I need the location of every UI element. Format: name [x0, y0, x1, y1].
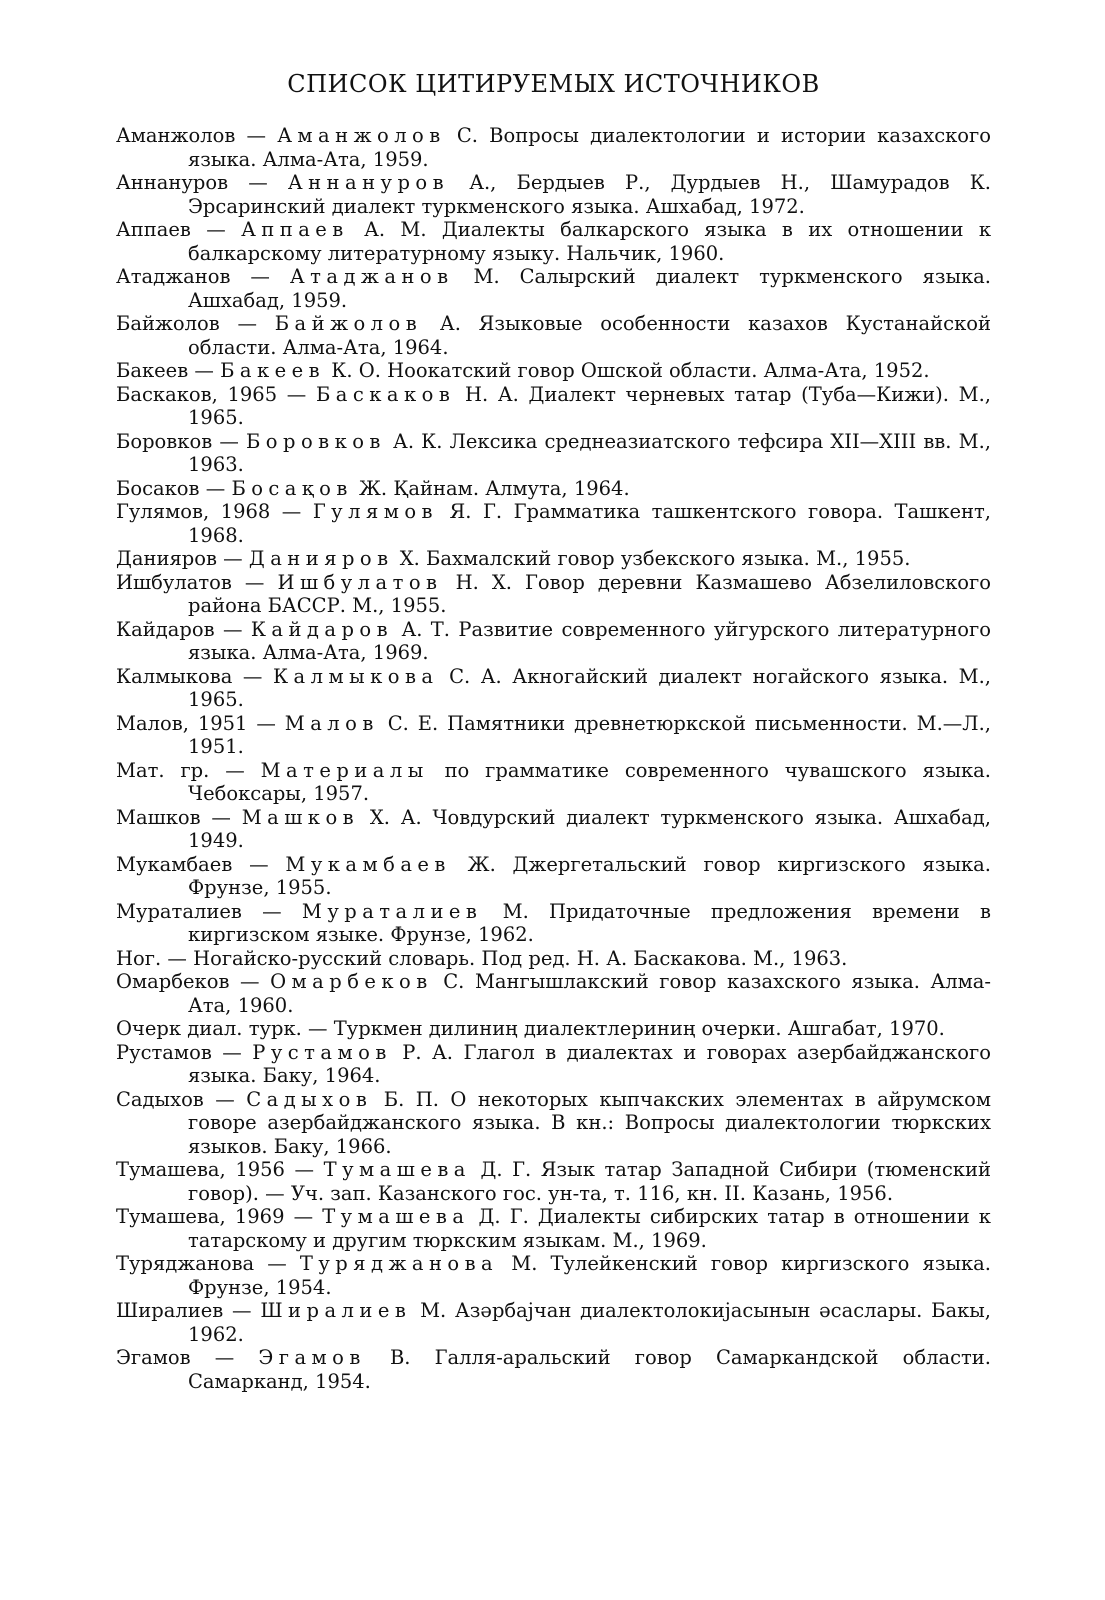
entry-key: Машков — [116, 805, 201, 829]
reference-entry: Аппаев — Аппаев А. М. Диалекты балкарского языка в их отношении к балкарскому литературному языку. Нальчик, 1960. — [116, 218, 991, 265]
entry-author: Аппаев — [241, 218, 349, 241]
entry-key: Омарбеков — [116, 970, 230, 993]
entry-key: Гулямов, 1968 — [116, 500, 271, 523]
entry-key: Данияров — [116, 547, 217, 570]
entry-key: Кайдаров — [116, 617, 215, 641]
entry-text: А. Т. Развитие современного уйгурского литературного языка. Алма-Ата, 1969. — [188, 617, 991, 664]
entry-text: Ногайско-русский словарь. Под ред. Н. А. Баскакова. М., 1963. — [193, 946, 848, 970]
bibliography-page — [116, 66, 991, 1393]
entry-text: М. Тулейкенский говор киргизского языка. Фрунзе, 1954. — [188, 1252, 991, 1299]
entry-key: Ишбулатов — [116, 570, 232, 594]
entry-author: Машков — [241, 805, 360, 829]
reference-entry: Атаджанов — Атаджанов М. Салырский диалект туркменского языка. Ашхабад, 1959. — [116, 265, 991, 312]
entry-text: Б. П. О некоторых кыпчакских элементах в айрумском говоре азербайджанского языка. В кн.: Вопросы диалектологии тюркских языков. Баку, 1966. — [188, 1087, 991, 1158]
entry-key: Рустамов — [116, 1040, 212, 1064]
entry-text: А., Бердыев Р., Дурдыев Н., Шамурадов К. Эрсаринский диалект туркменского языка. Ашхабад, 1972. — [188, 171, 991, 218]
entry-author: Омарбеков — [270, 970, 433, 993]
reference-entry: Босаков — Босақов Ж. Қайнам. Алмута, 1964. — [116, 476, 630, 500]
reference-entry: Калмыкова — Калмыкова С. А. Акногайский диалект ногайского языка. М., 1965. — [116, 664, 992, 711]
entry-key: Бакеев — [116, 359, 189, 382]
entry-key: Садыхов — [116, 1087, 204, 1111]
entry-key: Боровков — [116, 429, 213, 453]
reference-entry: Малов, 1951 — Малов С. Е. Памятники древнетюркской письменности. М.—Л., 1951. — [116, 711, 991, 758]
entry-key: Туряджанова — [116, 1252, 255, 1275]
entry-author: Аннануров — [287, 171, 450, 194]
reference-entry: Кайдаров — Кайдаров А. Т. Развитие современного уйгурского литературного языка. Алма-Ата, 1969. — [116, 617, 991, 664]
reference-entry: Мукамбаев — Мукамбаев Ж. Джергетальский говор киргизского языка. Фрунзе, 1955. — [116, 852, 991, 899]
entry-text: Х. А. Човдурский диалект туркменского языка. Ашхабад, 1949. — [188, 805, 991, 852]
entry-text: Х. Бахмалский говор узбекского языка. М., 1955. — [399, 547, 911, 570]
entry-author: Мураталиев — [301, 899, 483, 923]
entry-author: Тумашева — [322, 1205, 470, 1228]
entry-text: Д. Г. Язык татар Западной Сибири (тюменский говор). — Уч. зап. Казанского гос. ун-та, т. 116, кн. II. Казань, 1956. — [188, 1158, 991, 1205]
entry-text: Д. Г. Диалекты сибирских татар в отношении к татарскому и другим тюркским языкам. М., 1969. — [188, 1205, 991, 1252]
reference-entry: Рустамов — Рустамов Р. А. Глагол в диалектах и говорах азербайджанского языка. Баку, 1964. — [116, 1040, 991, 1087]
entry-key: Байжолов — [116, 312, 220, 335]
entry-key: Баскаков, 1965 — [116, 382, 278, 406]
reference-entry: Аннануров — Аннануров А., Бердыев Р., Дурдыев Н., Шамурадов К. Эрсаринский диалект туркменского языка. Ашхабад, 1972. — [116, 171, 991, 218]
entry-key: Мат. гр. — [116, 758, 210, 782]
entry-key: Аппаев — [116, 218, 191, 241]
entry-key: Ног. — [116, 946, 162, 970]
entry-text: М. Салырский диалект туркменского языка. Ашхабад, 1959. — [188, 265, 991, 312]
entry-text: М. Азәрбајчан диалектолокијасынын әсаслары. Бакы, 1962. — [188, 1299, 991, 1346]
entry-text: С. А. Акногайский диалект ногайского языка. М., 1965. — [188, 664, 992, 711]
reference-entry: Садыхов — Садыхов Б. П. О некоторых кыпчакских элементах в айрумском говоре азербайджанского языка. В кн.: Вопросы диалектологии тюркских языков. Баку, 1966. — [116, 1087, 991, 1158]
entry-key: Калмыкова — [116, 664, 233, 688]
page-title: СПИСОК ЦИТИРУЕМЫХ ИСТОЧНИКОВ — [287, 70, 820, 98]
entry-text: Ж. Қайнам. Алмута, 1964. — [359, 476, 630, 500]
entry-text: Я. Г. Грамматика ташкентского говора. Ташкент, 1968. — [188, 500, 991, 547]
entry-text: С. Е. Памятники древнетюркской письменности. М.—Л., 1951. — [188, 711, 991, 758]
entry-text: Туркмен дилиниң диалектлериниң очерки. Ашгабат, 1970. — [333, 1017, 945, 1040]
entry-author: Байжолов — [274, 312, 423, 335]
reference-entry: Аманжолов — Аманжолов С. Вопросы диалектологии и истории казахского языка. Алма-Ата, 1959. — [116, 124, 992, 171]
reference-entry: Ширалиев — Ширалиев М. Азәрбајчан диалектолокијасынын әсаслары. Бакы, 1962. — [116, 1299, 991, 1346]
reference-entry: Мат. гр. — Материалы по грамматике современного чувашского языка. Чебоксары, 1957. — [116, 758, 992, 805]
entry-text: С. Мангышлакский говор казахского языка. Алма-Ата, 1960. — [188, 970, 992, 1017]
entry-text: М. Придаточные предложения времени в киргизском языке. Фрунзе, 1962. — [188, 899, 992, 946]
entry-key: Аннануров — [116, 171, 229, 194]
entry-key: Тумашева, 1969 — [116, 1205, 285, 1228]
reference-entry: Ног. — Ногайско-русский словарь. Под ред. Н. А. Баскакова. М., 1963. — [116, 946, 848, 970]
entry-text: А. Языковые особенности казахов Кустанайской области. Алма-Ата, 1964. — [188, 312, 992, 359]
entry-author: Ишбулатов — [277, 570, 443, 594]
entry-author: Атаджанов — [289, 265, 454, 288]
entry-author: Кайдаров — [250, 617, 394, 641]
entry-text: Н. Х. Говор деревни Казмашево Абзелиловского района БАССР. М., 1955. — [188, 570, 992, 617]
entry-text: А. К. Лексика среднеазиатского тефсира XII—XIII вв. М., 1963. — [188, 429, 992, 476]
reference-entry: Машков — Машков Х. А. Човдурский диалект туркменского языка. Ашхабад, 1949. — [116, 805, 991, 852]
entry-author: Калмыкова — [273, 664, 439, 688]
reference-entry: Гулямов, 1968 — Гулямов Я. Г. Грамматика ташкентского говора. Ташкент, 1968. — [116, 500, 991, 547]
entry-key: Малов, 1951 — [116, 711, 248, 735]
entry-author: Туряджанова — [299, 1252, 499, 1275]
reference-entry: Омарбеков — Омарбеков С. Мангышлакский говор казахского языка. Алма-Ата, 1960. — [116, 970, 992, 1017]
entry-key: Босаков — [116, 476, 200, 500]
entry-key: Аманжолов — [116, 124, 236, 147]
reference-entry: Очерк диал. турк. — Туркмен дилиниң диалектлериниң очерки. Ашгабат, 1970. — [116, 1017, 945, 1040]
entry-author: Босақов — [231, 476, 353, 500]
reference-entry: Тумашева, 1956 — Тумашева Д. Г. Язык татар Западной Сибири (тюменский говор). — Уч. зап. Казанского гос. ун-та, т. 116, кн. II. Казань, 1956. — [116, 1158, 991, 1205]
reference-list — [116, 124, 991, 1393]
entry-text: Н. А. Диалект черневых татар (Туба—Кижи). М., 1965. — [188, 382, 991, 429]
entry-key: Тумашева, 1956 — [116, 1158, 285, 1181]
reference-entry: Тумашева, 1969 — Тумашева Д. Г. Диалекты сибирских татар в отношении к татарскому и другим тюркским языкам. М., 1969. — [116, 1205, 991, 1252]
reference-entry: Туряджанова — Туряджанова М. Тулейкенский говор киргизского языка. Фрунзе, 1954. — [116, 1252, 991, 1299]
entry-author: Данияров — [248, 547, 394, 570]
reference-entry: Бакеев — Бакеев К. О. Ноокатский говор Ошской области. Алма-Ата, 1952. — [116, 359, 930, 382]
reference-entry: Эгамов — Эгамов В. Галля-аральский говор Самаркандской области. Самарканд, 1954. — [116, 1346, 992, 1393]
reference-entry: Баскаков, 1965 — Баскаков Н. А. Диалект черневых татар (Туба—Кижи). М., 1965. — [116, 382, 991, 429]
entry-text: В. Галля-аральский говор Самаркандской области. Самарканд, 1954. — [188, 1346, 992, 1393]
entry-author: Мукамбаев — [285, 852, 451, 876]
entry-author: Аманжолов — [277, 124, 446, 147]
entry-text: С. Вопросы диалектологии и истории казахского языка. Алма-Ата, 1959. — [188, 124, 992, 171]
entry-text: А. М. Диалекты балкарского языка в их отношении к балкарскому литературному языку. Нальчик, 1960. — [188, 218, 991, 265]
entry-text: Ж. Джергетальский говор киргизского языка. Фрунзе, 1955. — [188, 852, 991, 899]
entry-author: Тумашева — [323, 1158, 471, 1181]
entry-text: по грамматике современного чувашского языка. Чебоксары, 1957. — [188, 758, 992, 805]
reference-entry: Ишбулатов — Ишбулатов Н. Х. Говор деревни Казмашево Абзелиловского района БАССР. М., 1955. — [116, 570, 992, 617]
entry-author: Материалы — [260, 758, 429, 782]
entry-key: Ширалиев — [116, 1299, 224, 1322]
entry-key: Эгамов — [116, 1346, 191, 1369]
entry-author: Боровков — [246, 429, 386, 453]
reference-entry: Данияров — Данияров Х. Бахмалский говор узбекского языка. М., 1955. — [116, 547, 911, 570]
entry-key: Очерк диал. турк. — [116, 1017, 302, 1040]
entry-author: Рустамов — [252, 1040, 392, 1064]
entry-key: Мукамбаев — [116, 852, 233, 876]
reference-entry: Мураталиев — Мураталиев М. Придаточные предложения времени в киргизском языке. Фрунзе, 1962. — [116, 899, 992, 946]
reference-entry: Байжолов — Байжолов А. Языковые особенности казахов Кустанайской области. Алма-Ата, 1964. — [116, 312, 992, 359]
entry-key: Атаджанов — [116, 265, 231, 288]
entry-author: Садыхов — [246, 1087, 373, 1111]
entry-author: Эгамов — [258, 1346, 366, 1369]
entry-author: Малов — [284, 711, 379, 735]
entry-key: Мураталиев — [116, 899, 242, 923]
entry-author: Гулямов — [312, 500, 438, 523]
entry-text: К. О. Ноокатский говор Ошской области. Алма-Ата, 1952. — [331, 359, 930, 382]
entry-author: Баскаков — [315, 382, 456, 406]
entry-text: Р. А. Глагол в диалектах и говорах азербайджанского языка. Баку, 1964. — [188, 1040, 991, 1087]
entry-author: Бакеев — [220, 359, 326, 382]
entry-author: Ширалиев — [260, 1299, 412, 1322]
reference-entry: Боровков — Боровков А. К. Лексика среднеазиатского тефсира XII—XIII вв. М., 1963. — [116, 429, 992, 476]
